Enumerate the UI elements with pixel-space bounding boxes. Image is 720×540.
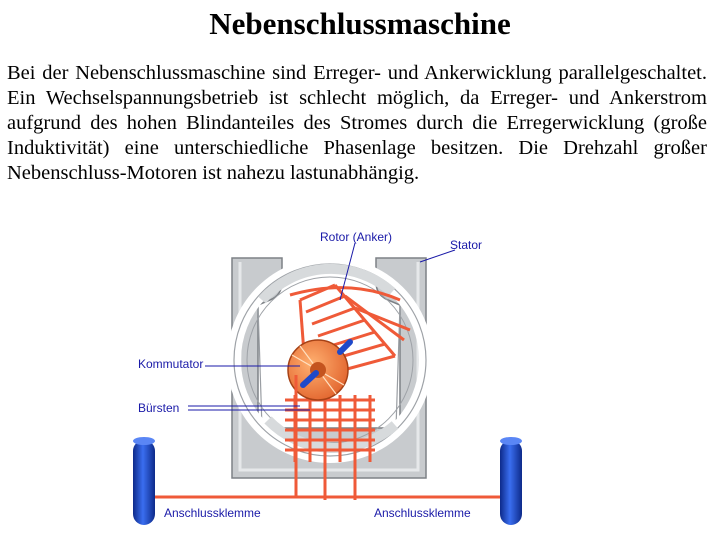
description-paragraph: Bei der Nebenschlussmaschine sind Erreger- und Ankerwicklung parallelgeschaltet. Ein Wechselspannungsbetrieb ist schlecht möglich, da Erreger- und Ankerstrom aufgrund des hohen Blindanteiles des Stromes durch die Erregerwicklung (große Induktivität) eine unterschiedliche Phasenlage besitzen. Die Drehzahl großer Nebenschluss-Motoren ist nahezu lastunabhängig. <box>7 62 707 184</box>
terminal-right <box>500 437 522 525</box>
label-commutator: Kommutator <box>138 357 204 371</box>
label-terminal-left: Anschlussklemme <box>164 506 261 520</box>
label-terminal-right: Anschlussklemme <box>374 506 471 520</box>
terminal-left <box>133 437 155 525</box>
page-title: Nebenschlussmaschine <box>209 6 511 41</box>
label-rotor: Rotor (Anker) <box>320 230 393 244</box>
label-stator: Stator <box>450 238 483 252</box>
label-brushes: Bürsten <box>138 401 180 415</box>
